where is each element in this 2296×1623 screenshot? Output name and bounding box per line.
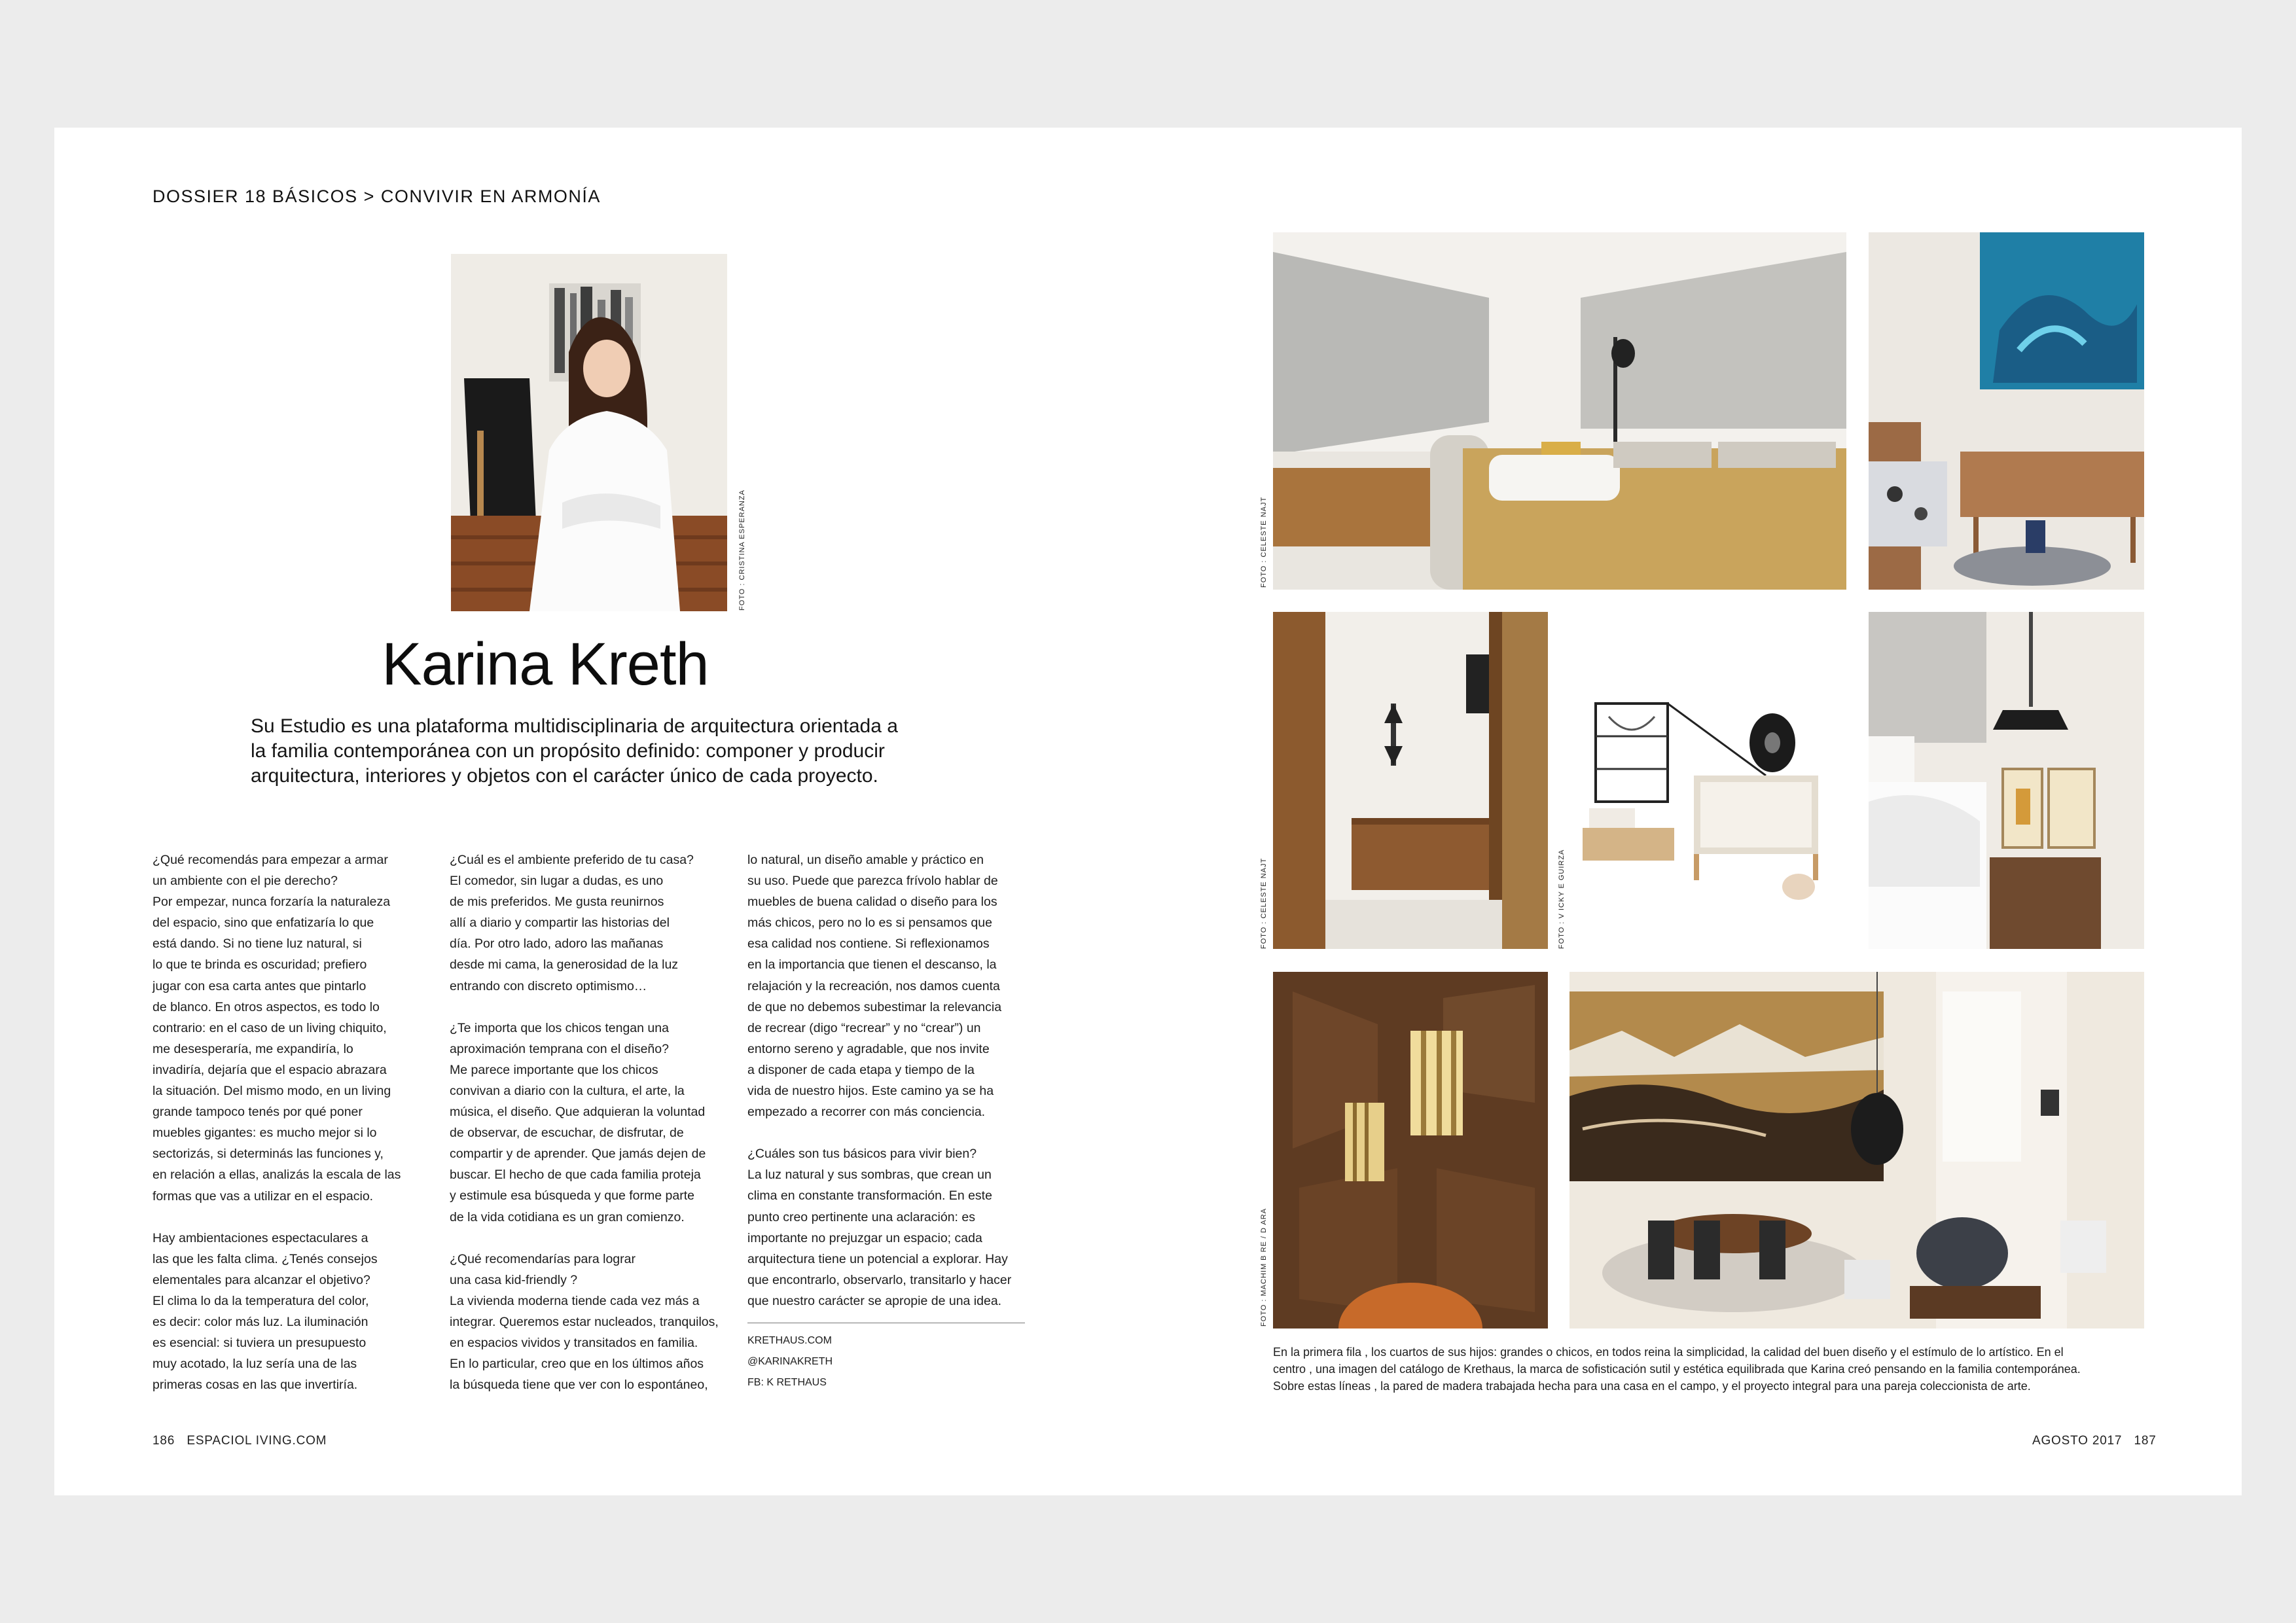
body-column-3	[747, 849, 1022, 1311]
body-text-line: jugar con esa carta antes que pintarlo	[152, 978, 367, 993]
contact-links	[747, 1330, 833, 1393]
body-text-line: En lo particular, creo que en los últimos años	[450, 1357, 704, 1372]
body-text-line: su uso. Puede que parezca frívolo hablar de	[747, 874, 998, 889]
intro-line: arquitectura, interiores y objetos con el carácter único de cada proyecto.	[251, 765, 878, 787]
body-text-line: sectorizás, si determinás las funciones y,	[152, 1147, 384, 1162]
body-text-line: ¿Te importa que los chicos tengan una	[450, 1020, 669, 1035]
body-column-1	[152, 849, 427, 1395]
photo-hallway	[1273, 612, 1548, 949]
folio-right	[2032, 1434, 2157, 1448]
body-text-line: en relación a ellas, analizás la escala de las	[152, 1168, 401, 1183]
body-text-line: de recrear (digo “recrear” y no “crear”) un	[747, 1020, 981, 1035]
caption-line: Sobre estas líneas , la pared de madera trabajada hecha para una casa en el campo, y el proyecto integral para una pareja coleccionista de arte.	[1273, 1380, 2031, 1393]
body-text-line: El clima lo da la temperatura del color,	[152, 1293, 369, 1308]
body-text-line: buscar. El hecho de que cada familia proteja	[450, 1168, 701, 1183]
body-text-line: ¿Qué recomendarías para lograr	[450, 1251, 636, 1266]
body-text-line: invadiría, dejaría que el espacio abrazara	[152, 1062, 387, 1077]
portrait-photo	[451, 254, 727, 611]
body-column-2	[450, 849, 725, 1395]
folio-left	[152, 1434, 327, 1448]
body-text-line: música, el diseño. Que adquieran la voluntad	[450, 1105, 706, 1120]
body-text-line: contrario: en el caso de un living chiquito,	[152, 1020, 387, 1035]
issue-date: AGOSTO 2017	[2032, 1434, 2123, 1448]
site-name: ESPACIOL IVING.COM	[187, 1434, 327, 1448]
body-text-line: muy acotado, la luz sería una de las	[152, 1357, 357, 1372]
body-text-line: de mis preferidos. Me gusta reunirnos	[450, 895, 664, 910]
body-text-line: relajación y la recreación, nos damos cuenta	[747, 978, 1000, 993]
photo-kids-room	[1869, 232, 2144, 590]
intro-line: la familia contemporánea con un propósito definido: componer y producir	[251, 740, 885, 762]
instagram-handle[interactable]: @KARINAKRETH	[747, 1356, 833, 1367]
body-text-line: ¿Qué recomendás para empezar a armar	[152, 853, 388, 867]
body-text-line: que nuestro carácter se apropie de una idea.	[747, 1293, 1002, 1308]
body-text-line: una casa kid-friendly ?	[450, 1272, 578, 1287]
photo-bedroom-1	[1273, 232, 1846, 590]
body-text-line: de la vida cotidiana es un gran comienzo.	[450, 1209, 685, 1224]
paragraph-gap	[747, 1122, 1022, 1143]
body-text-line: clima en constante transformación. En este	[747, 1188, 992, 1204]
photo-caption	[1273, 1344, 2144, 1395]
caption-line: centro , una imagen del catálogo de Krethaus, la marca de sofisticación sutil y estética equilibrada que Karina creó pensando en la familia contemporánea.	[1273, 1363, 2081, 1376]
photo-credit: FOTO : MACHIM B RE / D ARA	[1260, 1207, 1268, 1327]
photo-carved-wood-wall	[1273, 972, 1548, 1329]
body-text-line: desde mi cama, la generosidad de la luz	[450, 957, 679, 972]
website-link[interactable]: KRETHAUS.COM	[747, 1335, 832, 1346]
body-text-line: La luz natural y sus sombras, que crean un	[747, 1168, 992, 1183]
body-text-line: de blanco. En otros aspectos, es todo lo	[152, 999, 380, 1014]
body-text-line: allí a diario y compartir las historias del	[450, 916, 670, 931]
body-text-line: más chicos, pero no lo es si pensamos que	[747, 916, 992, 931]
photo-krethaus-catalog	[1570, 612, 1845, 949]
photo-bedroom-2	[1869, 612, 2144, 949]
article-intro	[251, 714, 898, 789]
body-text-line: en espacios vividos y transitados en familia.	[450, 1335, 698, 1350]
body-text-line: está dando. Si no tiene luz natural, si	[152, 936, 362, 952]
body-text-line: lo que te brinda es oscuridad; prefiero	[152, 957, 367, 972]
page-number: 186	[152, 1434, 175, 1448]
body-text-line: empezado a recorrer con más conciencia.	[747, 1105, 986, 1120]
photo-art-collector-living	[1570, 972, 2144, 1329]
body-text-line: las que les falta clima. ¿Tenés consejos	[152, 1251, 378, 1266]
photo-credit: FOTO : CELESTE NAJT	[1260, 857, 1268, 949]
body-text-line: entorno sereno y agradable, que nos invite	[747, 1041, 990, 1056]
body-text-line: punto creo pertinente una aclaración: es	[747, 1209, 975, 1224]
body-text-line: muebles de buena calidad o diseño para los	[747, 895, 997, 910]
body-text-line: Me parece importante que los chicos	[450, 1062, 658, 1077]
body-text-line: me desesperaría, me expandiría, lo	[152, 1041, 353, 1056]
body-text-line: importante no prejuzgar un espacio; cada	[747, 1230, 982, 1245]
body-text-line: es esencial: si tuviera un presupuesto	[152, 1336, 367, 1351]
paragraph-gap	[152, 1207, 427, 1228]
article-title: Karina Kreth	[382, 631, 709, 698]
paragraph-gap	[450, 1228, 725, 1249]
body-text-line: arquitectura tiene un potencial a explorar. Hay	[747, 1251, 1008, 1266]
body-text-line: esa calidad nos contiene. Si reflexionamos	[747, 936, 990, 952]
body-text-line: un ambiente con el pie derecho?	[152, 874, 338, 889]
body-text-line: grande tampoco tenés por qué poner	[152, 1105, 363, 1120]
paragraph-gap	[450, 997, 725, 1018]
body-text-line: y estimule esa búsqueda y que forme parte	[450, 1188, 694, 1204]
body-text-line: lo natural, un diseño amable y práctico en	[747, 853, 984, 867]
body-text-line: que encontrarlo, observarlo, transitarlo y hacer	[747, 1272, 1012, 1287]
facebook-handle[interactable]: FB: K RETHAUS	[747, 1377, 827, 1388]
body-text-line: ¿Cuáles son tus básicos para vivir bien?	[747, 1147, 977, 1162]
body-text-line: convivan a diario con la cultura, el arte, la	[450, 1083, 685, 1098]
magazine-spread	[54, 128, 2242, 1495]
portrait-credit: FOTO : CRISTINA ESPERANZA	[738, 490, 746, 611]
body-text-line: la búsqueda tiene que ver con lo espontáneo,	[450, 1378, 708, 1393]
body-text-line: es decir: color más luz. La iluminación	[152, 1314, 368, 1329]
body-text-line: Por empezar, nunca forzaría la naturaleza	[152, 895, 391, 910]
body-text-line: aproximación temprana con el diseño?	[450, 1041, 669, 1056]
body-text-line: entrando con discreto optimismo…	[450, 978, 647, 993]
body-text-line: día. Por otro lado, adoro las mañanas	[450, 936, 664, 952]
photo-credit: FOTO : CELESTE NAJT	[1260, 496, 1268, 588]
body-text-line: muebles gigantes: es mucho mejor si lo	[152, 1126, 377, 1141]
body-text-line: La vivienda moderna tiende cada vez más a	[450, 1293, 700, 1308]
body-text-line: la situación. Del mismo modo, en un living	[152, 1084, 391, 1099]
body-text-line: de que no debemos subestimar la relevancia	[747, 999, 1002, 1014]
body-text-line: de observar, de escuchar, de disfrutar, de	[450, 1126, 684, 1141]
body-text-line: elementales para alcanzar el objetivo?	[152, 1272, 370, 1287]
section-header: DOSSIER 18 BÁSICOS > CONVIVIR EN ARMONÍA	[152, 187, 601, 206]
body-text-line: ¿Cuál es el ambiente preferido de tu casa?	[450, 853, 694, 867]
body-text-line: Hay ambientaciones espectaculares a	[152, 1230, 368, 1245]
body-text-line: formas que vas a utilizar en el espacio.	[152, 1188, 374, 1204]
caption-line: En la primera fila , los cuartos de sus hijos: grandes o chicos, en todos reina la simplicidad, la calidad del buen diseño y el estímulo de lo artístico. En el	[1273, 1346, 2064, 1359]
body-text-line: El comedor, sin lugar a dudas, es uno	[450, 874, 664, 889]
body-text-line: vida de nuestro hijos. Este camino ya se ha	[747, 1084, 994, 1099]
photo-credit: FOTO : V ICKY E GUIRZA	[1558, 849, 1566, 949]
body-text-line: primeras cosas en las que invertiría.	[152, 1378, 358, 1393]
body-text-line: en la importancia que tienen el descanso, la	[747, 957, 997, 972]
intro-line: Su Estudio es una plataforma multidisciplinaria de arquitectura orientada a	[251, 715, 898, 737]
body-text-line: integrar. Queremos estar nucleados, tranquilos,	[450, 1314, 719, 1329]
body-text-line: compartir y de aprender. Que jamás dejen de	[450, 1147, 706, 1162]
page-number: 187	[2134, 1434, 2157, 1448]
body-text-line: del espacio, sino que enfatizaría lo que	[152, 916, 374, 931]
body-text-line: a disponer de cada etapa y tiempo de la	[747, 1062, 975, 1077]
